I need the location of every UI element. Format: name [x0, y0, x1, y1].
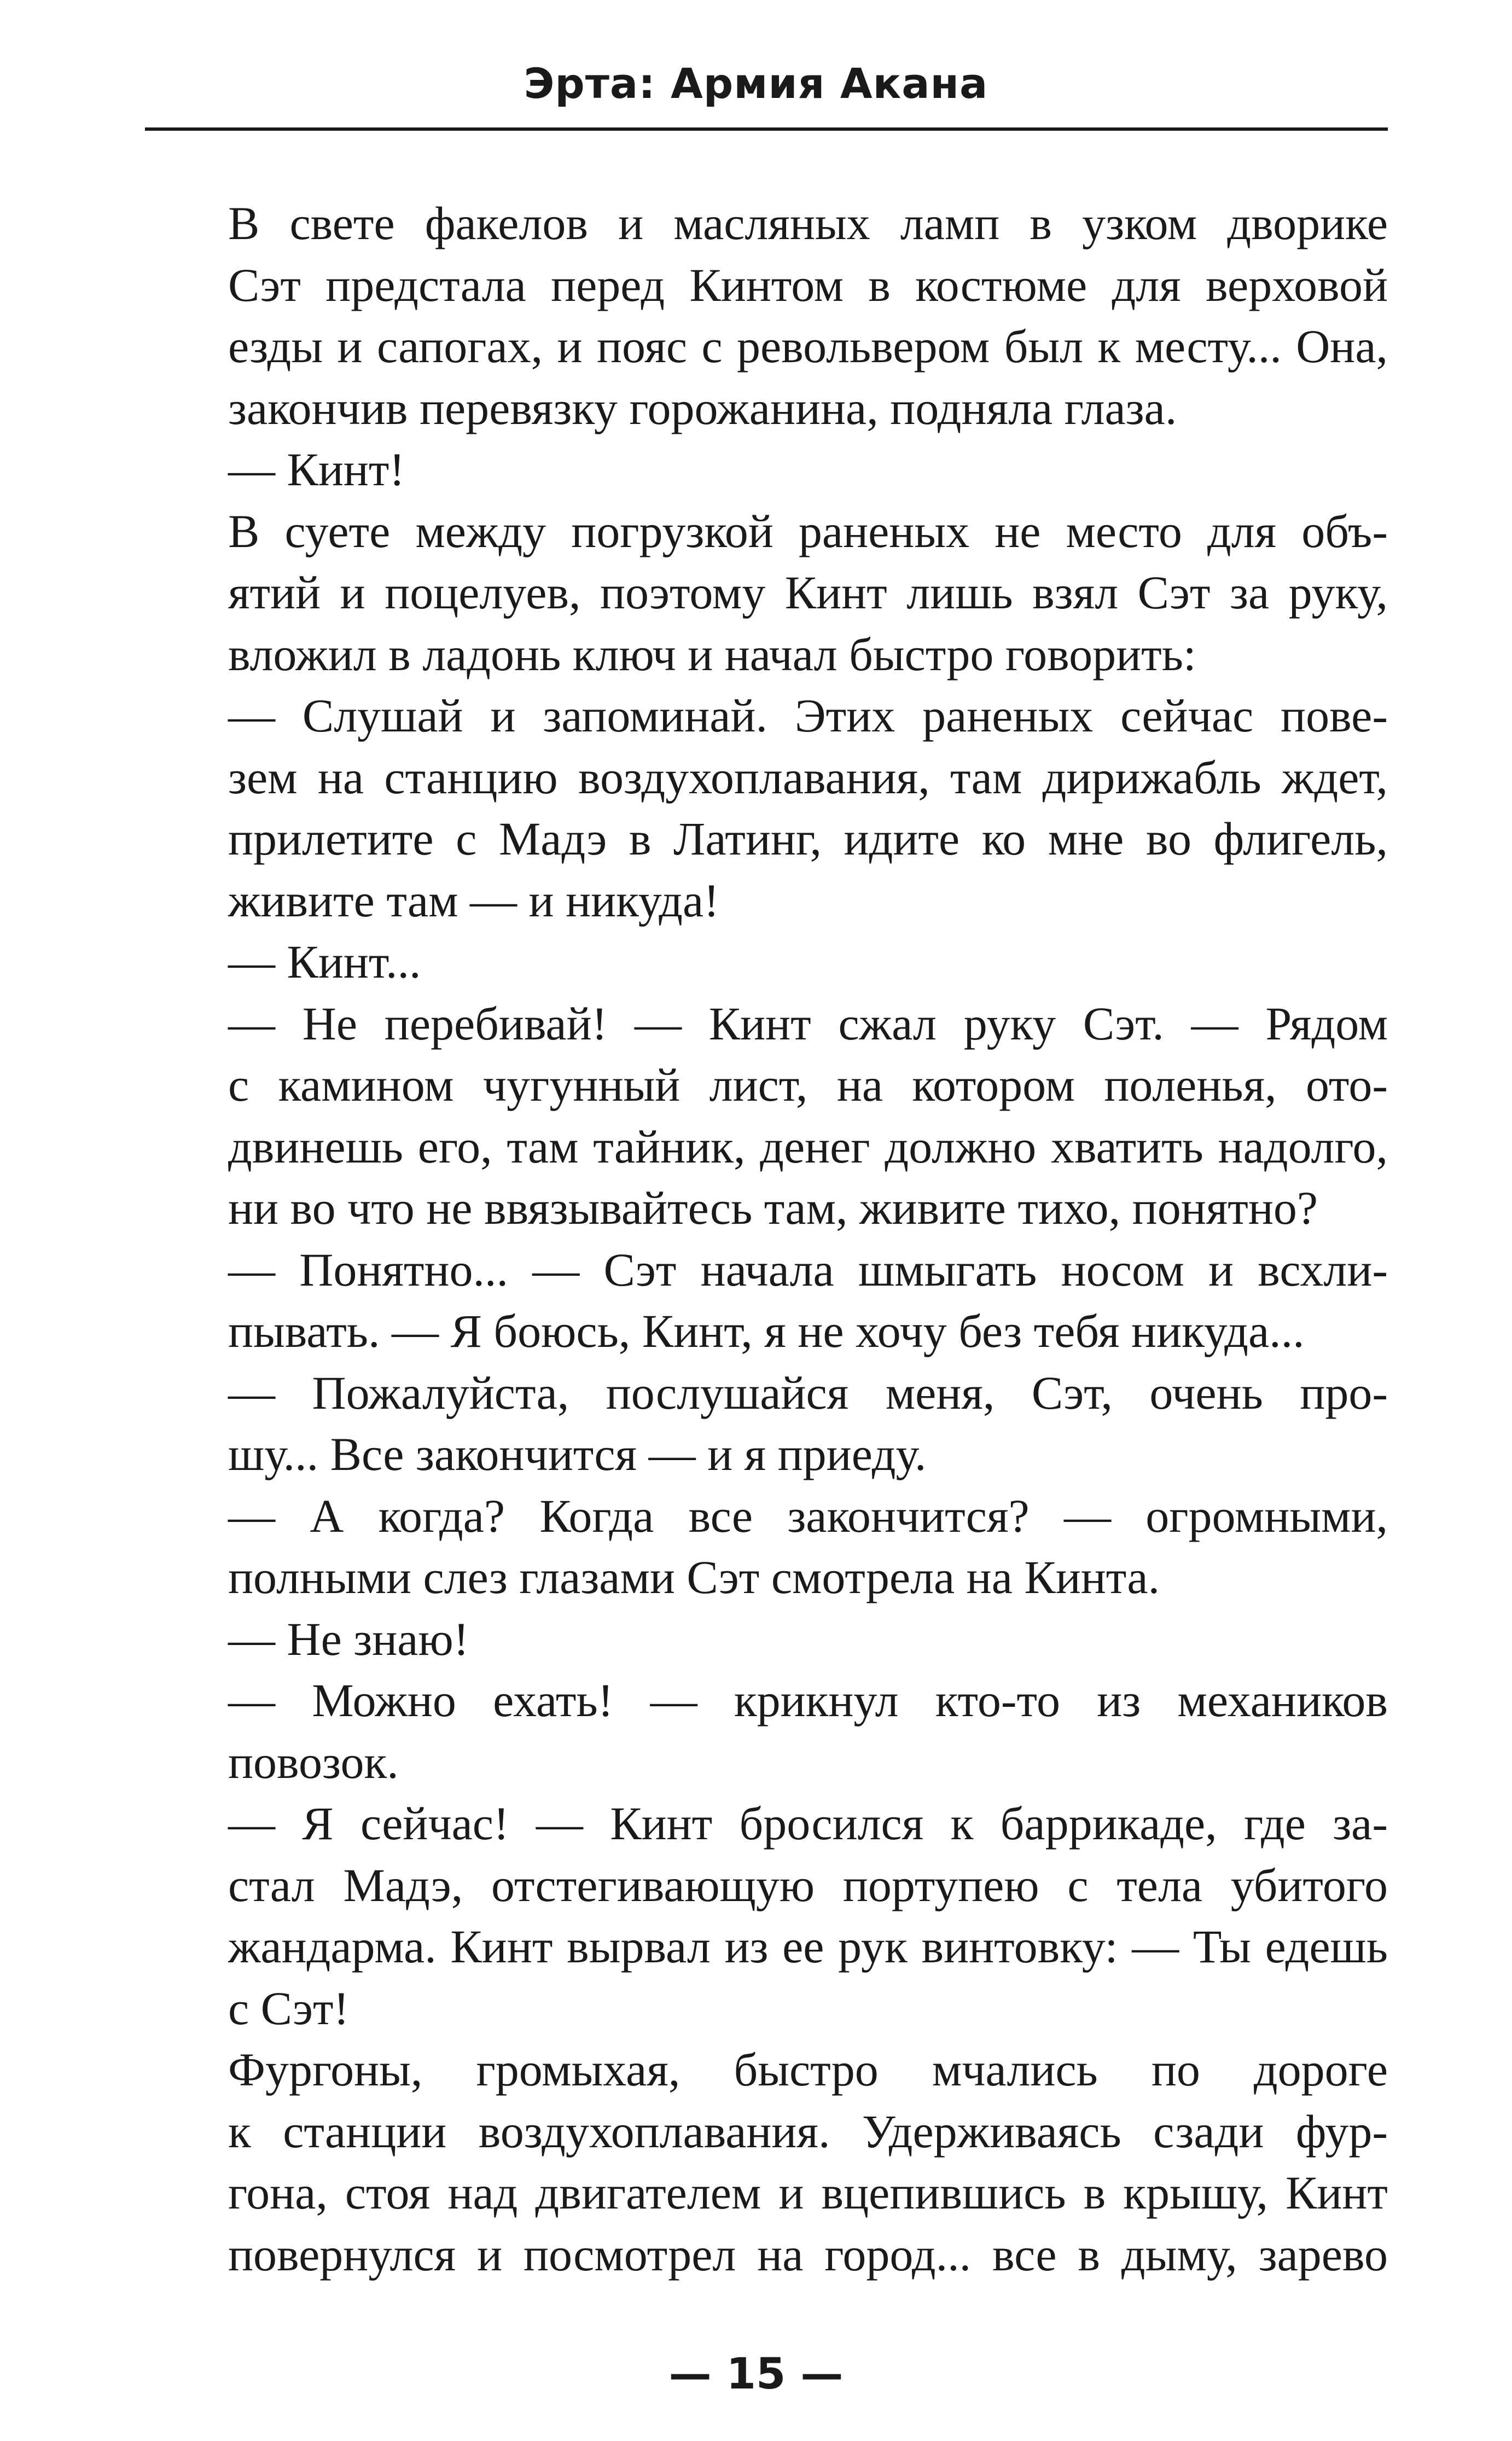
text-line: — Пожалуйста, послушайся меня, Сэт, очень про-	[228, 1366, 1388, 1419]
body-text	[145, 193, 1388, 2285]
paragraph	[145, 931, 1388, 993]
text-line: шу... Все закончится — и я приеду.	[228, 1428, 927, 1480]
text-line: — Понятно... — Сэт начала шмыгать носом и всхли-	[228, 1243, 1388, 1296]
text-line: пывать. — Я боюсь, Кинт, я не хочу без тебя никуда...	[228, 1305, 1305, 1357]
paragraph	[145, 1239, 1388, 1362]
text-line: — А когда? Когда все закончится? — огромными,	[228, 1489, 1388, 1542]
paragraph	[145, 1485, 1388, 1608]
text-line: вложил в ладонь ключ и начал быстро говорить:	[228, 627, 1196, 681]
text-line: полными слез глазами Сэт смотрела на Кинта.	[228, 1551, 1160, 1603]
text-line: зем на станцию воздухоплавания, там дирижабль ждет,	[228, 751, 1388, 804]
text-line: закончив перевязку горожанина, подняла глаза.	[228, 381, 1177, 434]
text-line: двинешь его, там тайник, денег должно хватить надолго,	[228, 1120, 1388, 1173]
page-number: — 15 —	[668, 2350, 844, 2399]
text-line: с камином чугунный лист, на котором поленья, ото-	[228, 1059, 1388, 1111]
text-line: — Слушай и запоминай. Этих раненых сейчас пове-	[228, 689, 1388, 742]
paragraph	[145, 1362, 1388, 1485]
text-line: — Кинт...	[228, 935, 421, 988]
text-line: — Не знаю!	[228, 1612, 469, 1665]
text-line: — Не перебивай! — Кинт сжал руку Сэт. — Рядом	[228, 997, 1388, 1050]
text-line: — Можно ехать! — крикнул кто-то из механиков	[228, 1674, 1388, 1727]
paragraph	[145, 685, 1388, 931]
header-rule	[145, 127, 1388, 131]
paragraph	[145, 501, 1388, 685]
paragraph	[145, 193, 1388, 439]
text-line: прилетите с Мадэ в Латинг, идите ко мне во флигель,	[228, 812, 1388, 865]
paragraph	[145, 993, 1388, 1239]
paragraph	[145, 439, 1388, 501]
text-line: к станции воздухоплавания. Удерживаясь сзади фур-	[228, 2105, 1388, 2158]
text-line: стал Мадэ, отстегивающую портупею с тела убитого	[228, 1858, 1388, 1911]
text-line: Сэт предстала перед Кинтом в костюме для верховой	[228, 258, 1388, 311]
paragraph	[145, 1793, 1388, 2039]
text-line: Фургоны, громыхая, быстро мчались по дороге	[228, 2043, 1388, 2096]
paragraph	[145, 1670, 1388, 1793]
text-line: живите там — и никуда!	[228, 874, 719, 927]
text-line: В свете факелов и масляных ламп в узком дворике	[228, 197, 1388, 249]
text-line: повернулся и посмотрел на город... все в дыму, зарево	[228, 2228, 1388, 2281]
text-line: с Сэт!	[228, 1981, 350, 2035]
text-line: жандарма. Кинт вырвал из ее рук винтовку: — Ты едешь	[228, 1920, 1388, 1973]
text-line: повозок.	[228, 1735, 399, 1788]
text-line: — Я сейчас! — Кинт бросился к баррикаде, где за-	[228, 1797, 1388, 1850]
text-line: ни во что не ввязывайтесь там, живите тихо, понятно?	[228, 1182, 1318, 1234]
text-line: В суете между погрузкой раненых не место для объ-	[228, 504, 1388, 557]
text-line: — Кинт!	[228, 443, 405, 496]
running-title: Эрта: Армия Акана	[524, 59, 988, 108]
text-line: ятий и поцелуев, поэтому Кинт лишь взял Сэт за руку,	[228, 566, 1388, 619]
text-line: езды и сапогах, и пояс с револьвером был к месту... Она,	[228, 320, 1388, 373]
paragraph	[145, 2039, 1388, 2285]
text-line: гона, стоя над двигателем и вцепившись в крышу, Кинт	[228, 2166, 1388, 2219]
paragraph	[145, 1608, 1388, 1670]
